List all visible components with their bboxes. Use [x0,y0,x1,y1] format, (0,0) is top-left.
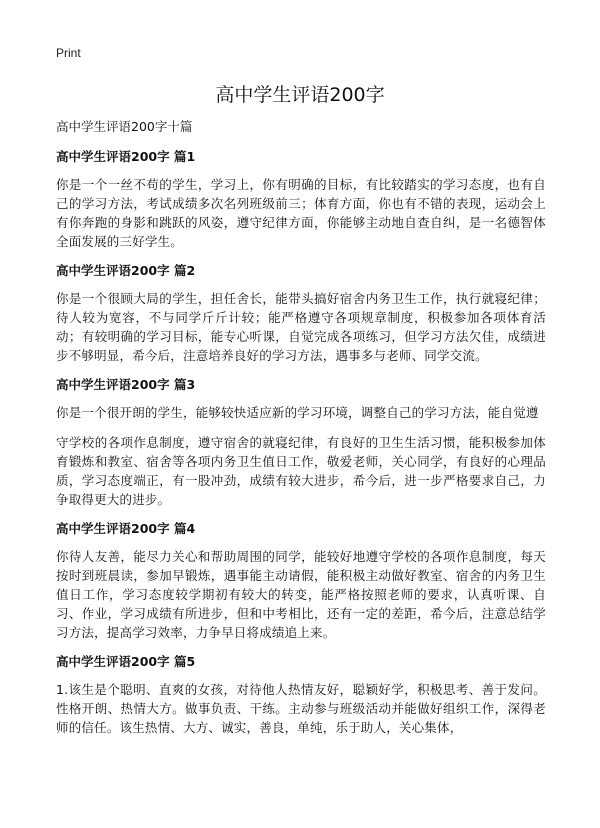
section-heading: 高中学生评语200字 篇3 [56,377,196,392]
section-paragraph: 你是一个一丝不苟的学生，学习上，你有明确的目标，有比较踏实的学习态度，也有自己的学习方法，考试成绩多次名列班级前三；体育方面，你也有不错的表现，运动会上有你奔跑的身影和跳跃的风姿，遵守纪律方面，你能够主动地自查自纠，是一名德智体全面发展的三好学生。 [56,177,546,249]
document-body [56,118,546,745]
section-heading: 高中学生评语200字 篇4 [56,521,196,536]
section-heading: 高中学生评语200字 篇5 [56,654,196,669]
section-paragraph: 1.该生是个聪明、直爽的女孩，对待他人热情友好，聪颖好学，积极思考、善于发问。性格开朗、热情大方。做事负责、干练。主动参与班级活动并能做好组织工作，深得老师的信任。该生热情、大方、诚实，善良，单纯，乐于助人，关心集体， [56,682,546,735]
section-heading: 高中学生评语200字 篇2 [56,263,196,278]
section-paragraph: 你是一个很顾大局的学生，担任舍长，能带头搞好宿舍内务卫生工作，执行就寝纪律；待人较为宽容，不与同学斤斤计较；能严格遵守各项规章制度，积极参加各项体育活动；有较明确的学习目标，能专心听课，自觉完成各项练习，但学习方法欠佳，成绩进步不够明显，希今后，注意培养良好的学习方法，遇事多与老师、同学交流。 [56,291,546,363]
section-1 [56,148,546,251]
print-link[interactable]: Print [56,46,81,60]
section-heading: 高中学生评语200字 篇1 [56,149,196,164]
section-2 [56,262,546,365]
section-5 [56,653,546,737]
page-title: 高中学生评语200字 [215,84,385,106]
document-subtitle: 高中学生评语200字十篇 [56,119,193,134]
section-paragraph: 你待人友善，能尽力关心和帮助周围的同学，能较好地遵守学校的各项作息制度，每天按时到班晨读，参加早锻炼，遇事能主动请假，能积极主动做好教室、宿舍的内务卫生值日工作，学习态度较学期初有较大的转变，能严格按照老师的要求，认真听课、自习、作业，学习成绩有所进步，但和中考相比，还有一定的差距，希今后，注意总结学习方法，提高学习效率，力争早日将成绩追上来。 [56,549,546,640]
section-paragraph: 守学校的各项作息制度，遵守宿舍的就寝纪律，有良好的卫生生活习惯，能积极参加体育锻炼和教室、宿舍等各项内务卫生值日工作，敬爱老师，关心同学，有良好的心理品质，学习态度端正，有一股冲劲，成绩有较大进步，希今后，进一步严格要求自己，力争取得更大的进步。 [56,435,546,507]
section-3 [56,376,546,509]
section-paragraph: 你是一个很开朗的学生，能够较快适应新的学习环境，调整自己的学习方法，能自觉遵 [56,405,539,420]
section-4 [56,520,546,642]
